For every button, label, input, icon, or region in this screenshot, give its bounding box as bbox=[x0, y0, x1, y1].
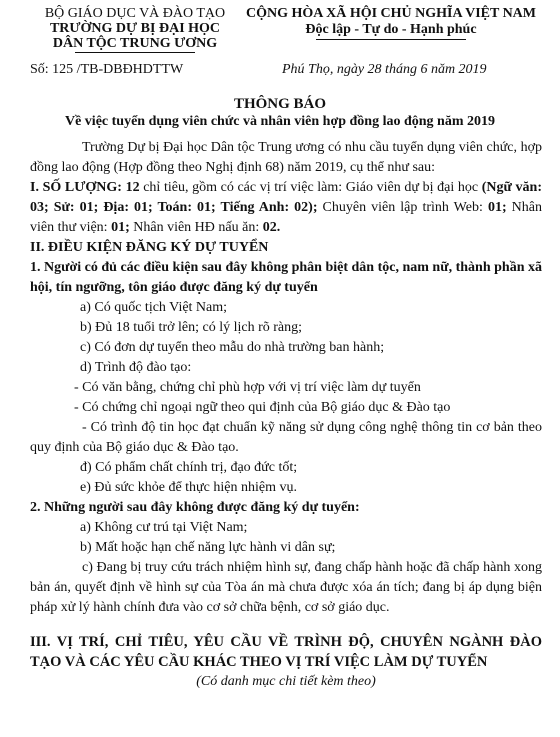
motto: Độc lập - Tự do - Hạnh phúc bbox=[305, 22, 477, 37]
school-name-line2: DÂN TỘC TRUNG ƯƠNG bbox=[52, 36, 218, 51]
section1-cook-count: 02. bbox=[262, 220, 281, 235]
condition-item: e) Đủ sức khỏe để thực hiện nhiệm vụ. bbox=[80, 480, 297, 495]
condition-item: đ) Có phẩm chất chính trị, đạo đức tốt; bbox=[80, 460, 298, 475]
section1-web-count: 01; bbox=[487, 200, 507, 215]
section1-text-g: Nhân viên HĐ nấu ăn: bbox=[129, 220, 263, 235]
exclusion-item: c) Đang bị truy cứu trách nhiệm hình sự, đang chấp hành hoặc đã chấp hành xong bản án, quyết định về hình sự của Tòa án mà chưa được xóa án tích; đang bị áp dụng biện pháp xử lý hành chính đưa vào cơ sở chữa bệnh, cơ sở giáo dục. bbox=[30, 560, 542, 615]
section1-teacher-counts: (Ngữ văn: 03; Sử: 01; Địa: 01; Toán: 01; Tiếng Anh: 02); bbox=[30, 180, 543, 215]
condition-item: a) Có quốc tịch Việt Nam; bbox=[80, 300, 228, 315]
condition-item: c) Có đơn dự tuyển theo mẫu do nhà trường ban hành; bbox=[80, 340, 385, 355]
section1-library-count: 01; bbox=[111, 220, 130, 235]
document-date: Phú Thọ, ngày 28 tháng 6 năm 2019 bbox=[282, 62, 487, 77]
country-name: CỘNG HÒA XÃ HỘI CHỦ NGHĨA VIỆT NAM bbox=[245, 6, 536, 21]
document-title: THÔNG BÁO bbox=[233, 96, 327, 112]
exclusion-item: b) Mất hoặc hạn chế năng lực hành vi dân sự; bbox=[80, 540, 336, 555]
section1-paragraph bbox=[30, 178, 542, 238]
section2-sub1: 1. Người có đủ các điều kiện sau đây không phân biệt dân tộc, nam nữ, thành phần xã hội, tín ngưỡng, tôn giáo được đăng ký dự tuyển bbox=[30, 260, 542, 295]
ministry-name: BỘ GIÁO DỤC VÀ ĐÀO TẠO bbox=[44, 6, 226, 21]
motto-underline bbox=[316, 39, 466, 40]
exclusion-item: a) Không cư trú tại Việt Nam; bbox=[80, 520, 248, 535]
section2-heading: II. ĐIỀU KIỆN ĐĂNG KÝ DỰ TUYỂN bbox=[30, 240, 269, 255]
section3-note: (Có danh mục chi tiết kèm theo) bbox=[196, 674, 376, 689]
document-subtitle: Về việc tuyển dụng viên chức và nhân viên hợp đồng lao động năm 2019 bbox=[64, 114, 495, 129]
document-number: Số: 125 /TB-DBĐHDTTW bbox=[30, 62, 184, 77]
qualification-item: - Có chứng chỉ ngoại ngữ theo qui định của Bộ giáo dục & Đào tạo bbox=[74, 400, 451, 415]
issuer-block bbox=[30, 6, 240, 53]
section1-heading: I. SỐ LƯỢNG: 12 bbox=[30, 180, 140, 195]
qualification-item: - Có văn bằng, chứng chỉ phù hợp với vị trí việc làm dự tuyển bbox=[74, 380, 421, 395]
document-body bbox=[30, 138, 542, 692]
section2-sub2: 2. Những người sau đây không được đăng ký dự tuyển: bbox=[30, 500, 360, 515]
section3-heading: III. VỊ TRÍ, CHỈ TIÊU, YÊU CẦU VỀ TRÌNH ĐỘ, CHUYÊN NGÀNH ĐÀO TẠO VÀ CÁC YÊU CẦU KHÁC THEO VỊ TRÍ VIỆC LÀM DỰ TUYỂN bbox=[30, 634, 542, 670]
condition-item: b) Đủ 18 tuổi trở lên; có lý lịch rõ ràng; bbox=[80, 320, 303, 335]
issuer-underline bbox=[75, 52, 195, 53]
qualification-item: - Có trình độ tin học đạt chuẩn kỹ năng sử dụng công nghệ thông tin cơ bản theo quy định của Bộ giáo dục & Đào tạo. bbox=[30, 420, 542, 455]
section1-text-e: Nhân viên thư viện: bbox=[30, 200, 542, 235]
school-name-line1: TRƯỜNG DỰ BỊ ĐẠI HỌC bbox=[49, 21, 221, 36]
condition-item: d) Trình độ đào tạo: bbox=[80, 360, 192, 375]
national-motto-block bbox=[232, 6, 550, 40]
section1-text-a: chỉ tiêu, gồm có các vị trí việc làm: Giáo viên dự bị đại học bbox=[139, 180, 482, 195]
section1-text-c: Chuyên viên lập trình Web: bbox=[317, 200, 488, 215]
intro-paragraph: Trường Dự bị Đại học Dân tộc Trung ương có nhu cầu tuyển dụng viên chức, hợp đồng lao động (Hợp đồng theo Nghị định 68) năm 2019, cụ thể như sau: bbox=[30, 140, 542, 175]
